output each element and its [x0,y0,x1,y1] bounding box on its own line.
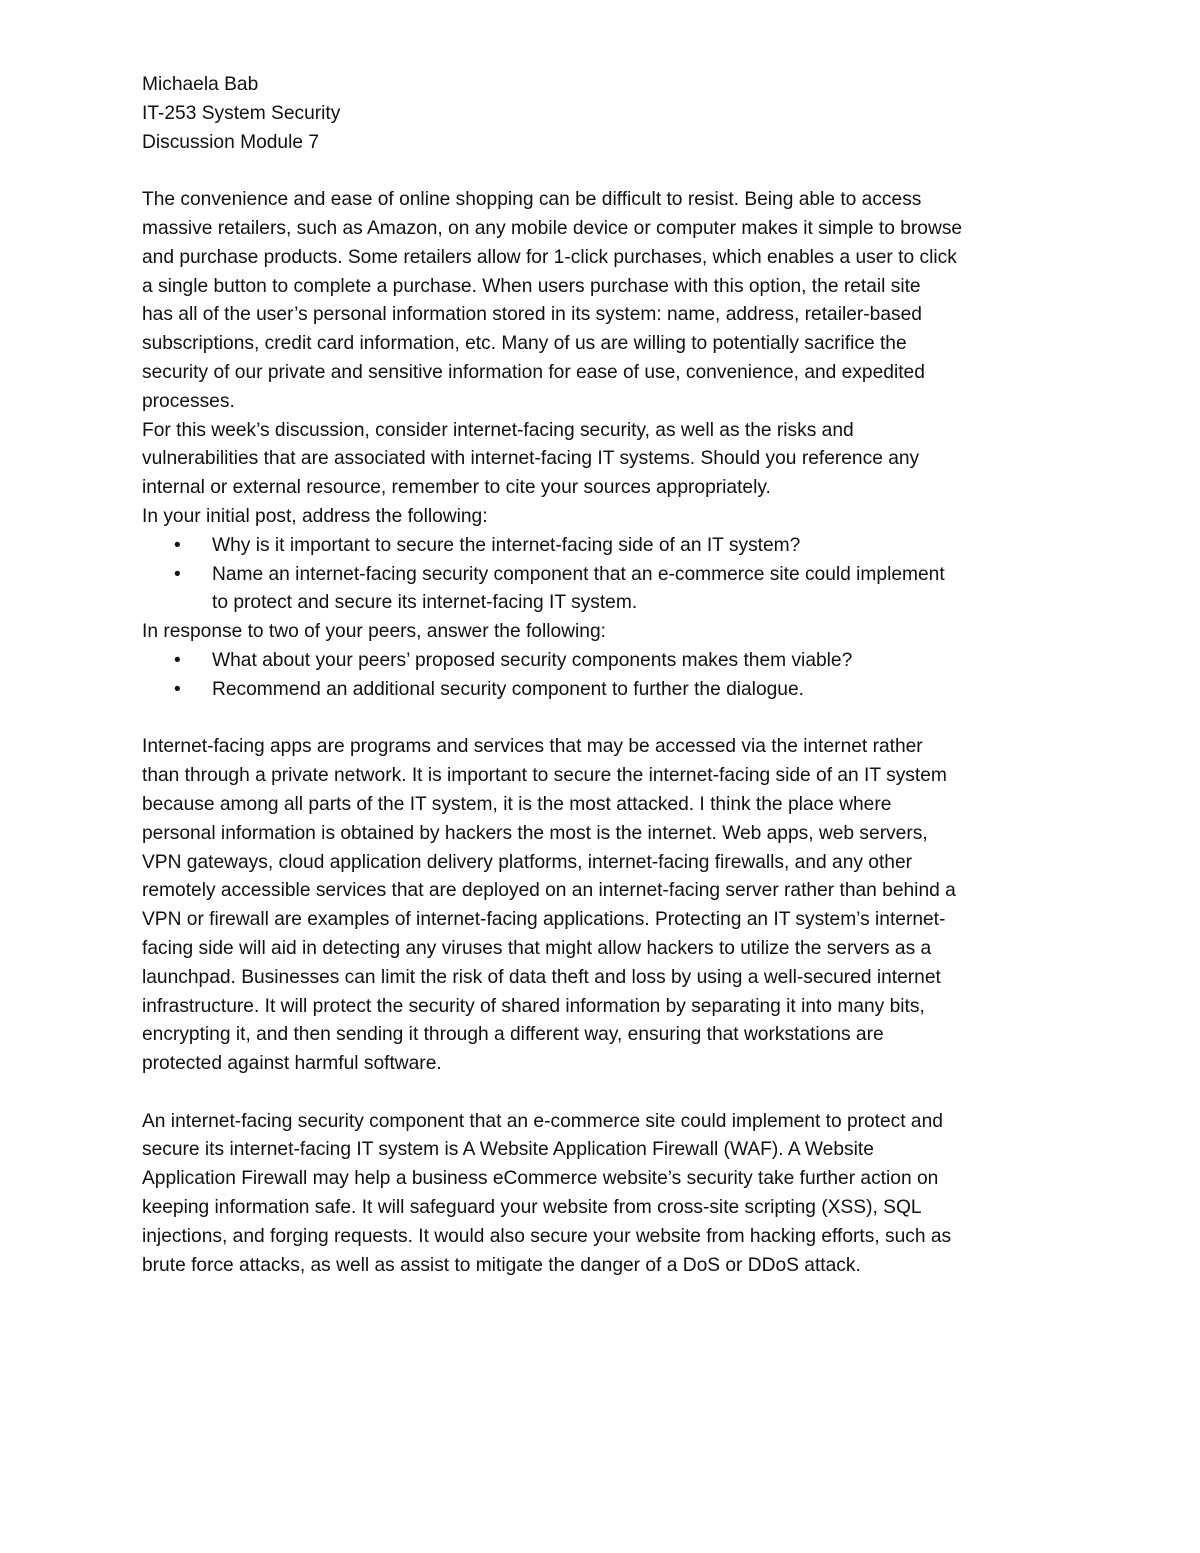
text-line: and purchase products. Some retailers allow for 1-click purchases, which enables a user to click [142,246,957,268]
text-line: subscriptions, credit card information, etc. Many of us are willing to potentially sacrifice the [142,333,907,355]
document-header [142,71,1072,157]
list-item [142,532,1072,561]
initial-post-list [142,532,1072,618]
bullet-icon: • [174,649,181,671]
text-line: For this week’s discussion, consider internet-facing security, as well as the risks and [142,419,854,441]
module-title: Discussion Module 7 [142,131,320,153]
text-line: The convenience and ease of online shopping can be difficult to resist. Being able to access [142,189,922,211]
bullet-icon: • [174,563,181,585]
text-line: internal or external resource, remember to cite your sources appropriately. [142,477,771,499]
bullet-icon: • [174,534,181,556]
blank-line [142,157,1072,186]
prompt-intro-paragraph [142,186,1072,416]
blank-line [142,1079,1072,1108]
list-item [142,561,1072,619]
text-line: facing side will aid in detecting any viruses that might allow hackers to utilize the servers as a [142,937,932,959]
text-line: a single button to complete a purchase. When users purchase with this option, the retail site [142,275,921,297]
list-item [142,647,1072,676]
text-line: infrastructure. It will protect the security of shared information by separating it into many bits, [142,995,925,1017]
text-line: security of our private and sensitive information for ease of use, convenience, and expedited [142,361,925,383]
text-line: keeping information safe. It will safeguard your website from cross-site scripting (XSS), SQL [142,1197,922,1219]
text-line: launchpad. Businesses can limit the risk of data theft and loss by using a well-secured internet [142,966,941,988]
author-name: Michaela Bab [142,74,259,95]
answer-paragraph-2 [142,1108,1072,1281]
text-line: injections, and forging requests. It would also secure your website from hacking efforts, such as [142,1225,952,1247]
text-line: An internet-facing security component that an e-commerce site could implement to protect and [142,1110,943,1132]
list-item-text: Why is it important to secure the internet-facing side of an IT system? [212,534,801,556]
text-line: personal information is obtained by hackers the most is the internet. Web apps, web servers, [142,822,928,844]
text-line: than through a private network. It is important to secure the internet-facing side of an IT system [142,765,947,787]
list-item-text: Name an internet-facing security component that an e-commerce site could implement [212,563,945,585]
list-item-text: What about your peers’ proposed security components makes them viable? [212,649,853,671]
text-line: remotely accessible services that are deployed on an internet-facing server rather than behind a [142,880,956,902]
text-line: vulnerabilities that are associated with internet-facing IT systems. Should you reference any [142,448,920,470]
list-item [142,676,1072,705]
prompt-discussion-paragraph [142,417,1072,503]
blank-line [142,705,1072,734]
text-line: protected against harmful software. [142,1053,442,1075]
text-line: massive retailers, such as Amazon, on any mobile device or computer makes it simple to browse [142,217,963,239]
course-title: IT-253 System Security [142,102,341,124]
response-list [142,647,1072,705]
response-heading: In response to two of your peers, answer the following: [142,621,606,643]
initial-post-heading: In your initial post, address the following: [142,505,488,527]
document-body [142,71,1072,1280]
text-line: processes. [142,390,235,412]
text-line: because among all parts of the IT system, it is the most attacked. I think the place where [142,793,892,815]
text-line: Internet-facing apps are programs and services that may be accessed via the internet rather [142,736,923,758]
text-line: VPN or firewall are examples of internet-facing applications. Protecting an IT system’s internet- [142,909,946,931]
text-line: VPN gateways, cloud application delivery platforms, internet-facing firewalls, and any other [142,851,913,873]
text-line: Application Firewall may help a business eCommerce website’s security take further action on [142,1168,939,1190]
list-item-text: to protect and secure its internet-facing IT system. [212,592,638,614]
text-line: secure its internet-facing IT system is A Website Application Firewall (WAF). A Website [142,1139,874,1161]
list-item-text: Recommend an additional security component to further the dialogue. [212,678,804,700]
text-line: encrypting it, and then sending it through a different way, ensuring that workstations are [142,1024,884,1046]
answer-paragraph-1 [142,733,1072,1079]
bullet-icon: • [174,678,181,700]
text-line: brute force attacks, as well as assist to mitigate the danger of a DoS or DDoS attack. [142,1254,861,1276]
text-line: has all of the user’s personal information stored in its system: name, address, retailer-based [142,304,922,326]
